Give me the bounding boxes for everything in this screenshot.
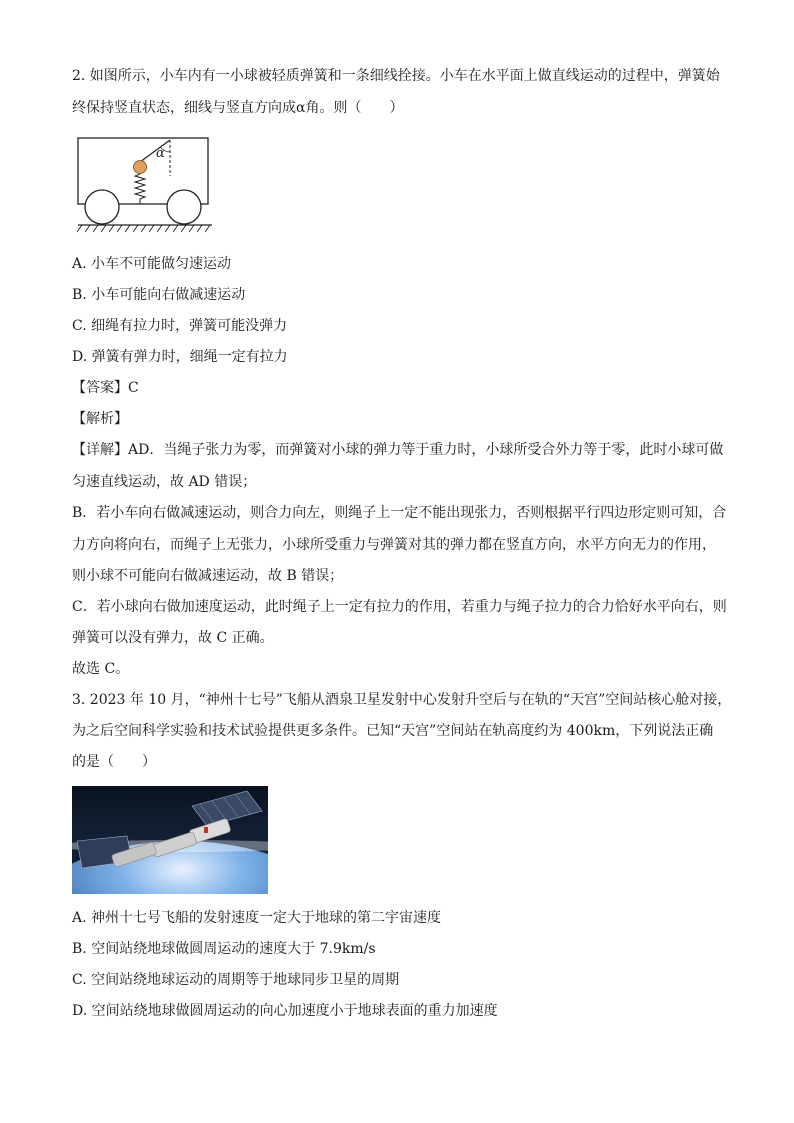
q2-detail-line8: 故选 C。 [72, 661, 130, 677]
q2-detail-line3: B．若小车向右做减速运动，则合力向左，则绳子上一定不能出现张力，否则根据平行四边形定则可知，合 [72, 505, 727, 521]
ground-hatching [77, 225, 210, 232]
left-wheel [85, 190, 119, 224]
q2-option-a: A. 小车不可能做匀速运动 [72, 256, 232, 272]
q2-detail-line4: 力方向将向右，而绳子上无张力，小球所受重力与弹簧对其的弹力都在竖直方向，水平方向无力的作用， [72, 537, 716, 553]
q2-analysis-title: 【解析】 [72, 411, 128, 427]
q2-option-b: B. 小车可能向右做减速运动 [72, 287, 246, 303]
q3-stem-line2: 为之后空间科学实验和技术试验提供更多条件。已知“天宫”空间站在轨高度约为 400km，下列说法正确 [72, 723, 714, 739]
spring [135, 174, 145, 204]
q2-option-d: D. 弹簧有弹力时，细绳一定有拉力 [72, 349, 288, 365]
right-wheel [167, 190, 201, 224]
q3-option-c: C. 空间站绕地球运动的周期等于地球同步卫星的周期 [72, 972, 400, 988]
ball [134, 161, 147, 174]
q3-option-a: A. 神州十七号飞船的发射速度一定大于地球的第二宇宙速度 [72, 910, 442, 926]
q3-stem-line1: 3. 2023 年 10 月，“神州十七号”飞船从酒泉卫星发射中心发射升空后与在轨的“天宫”空间站核心舱对接， [72, 692, 732, 708]
q3-option-b: B. 空间站绕地球做圆周运动的速度大于 7.9km/s [72, 941, 376, 957]
cart-spring-ball-figure [70, 132, 220, 234]
q2-stem-line1: 2. 如图所示，小车内有一小球被轻质弹簧和一条细线拴接。小车在水平面上做直线运动的过程中，弹簧始 [72, 68, 720, 84]
q2-detail-line5: 则小球不可能向右做减速运动，故 B 错误； [72, 568, 344, 584]
alpha-label: α [156, 146, 165, 161]
q2-detail-line1: 【详解】AD．当绳子张力为零，而弹簧对小球的弹力等于重力时，小球所受合外力等于零，此时小球可做 [72, 442, 724, 458]
q2-detail-line7: 弹簧可以没有弹力，故 C 正确。 [72, 630, 274, 646]
q2-stem-line2: 终保持竖直状态，细线与竖直方向成α角。则（ ） [72, 100, 404, 116]
q2-option-c: C. 细绳有拉力时，弹簧可能没弹力 [72, 318, 288, 334]
q2-detail-line6: C．若小球向右做加速度运动，此时绳子上一定有拉力的作用，若重力与绳子拉力的合力恰好水平向右，则 [72, 599, 727, 615]
q3-stem-line3: 的是（ ） [72, 754, 156, 770]
q3-option-d: D. 空间站绕地球做圆周运动的向心加速度小于地球表面的重力加速度 [72, 1003, 498, 1019]
q2-answer: 【答案】C [72, 380, 139, 396]
q2-detail-line2: 匀速直线运动，故 AD 错误； [72, 474, 257, 490]
space-station-photo [72, 786, 268, 894]
